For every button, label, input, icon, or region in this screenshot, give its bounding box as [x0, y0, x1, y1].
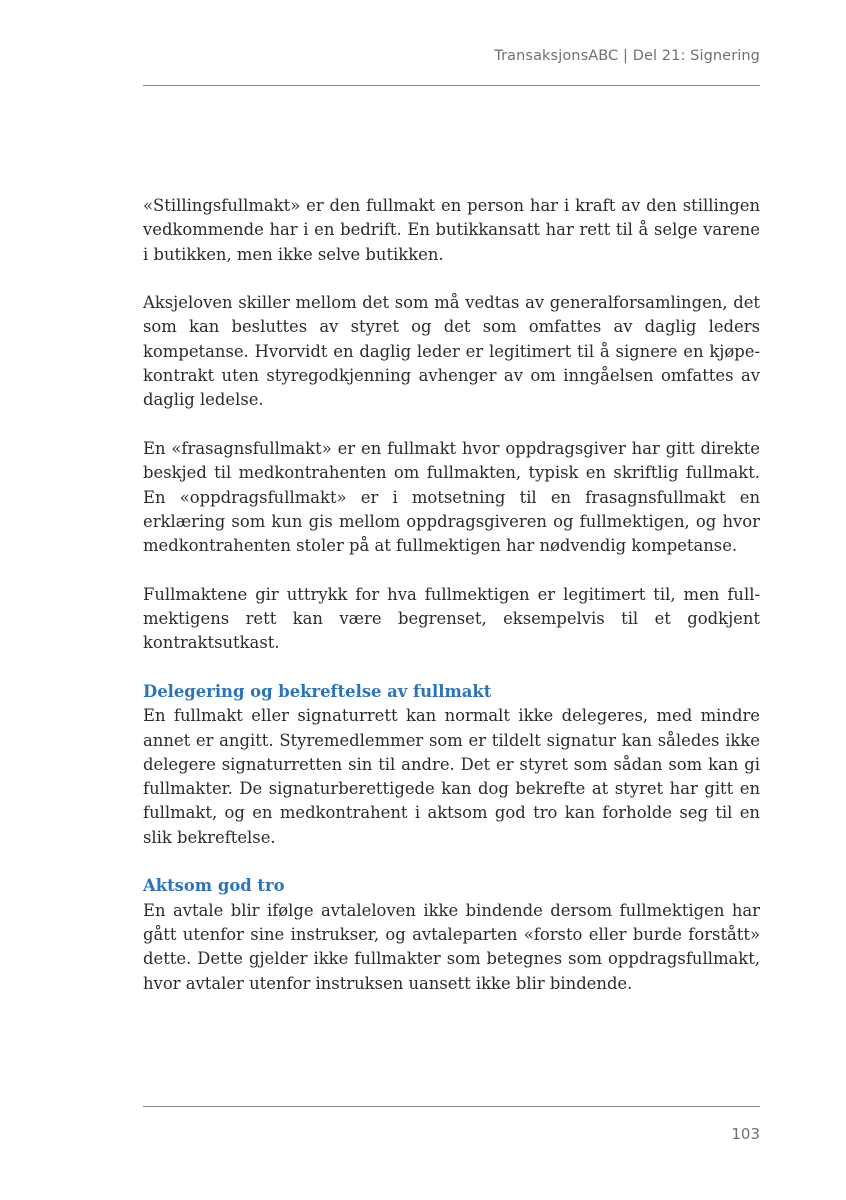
paragraph-stillingsfullmakt: «Stillingsfullmakt» er den fullmakt en person har i kraft av den stillingen vedkommende har i en bedrift. En butikkansatt har rett til å selge varene i butikken, men ikke selve butikken. [143, 196, 760, 264]
header-divider [143, 85, 760, 86]
body-text [143, 194, 760, 1020]
running-header: TransaksjonsABC | Del 21: Signering [494, 48, 760, 64]
paragraph-fullmaktene: Fullmaktene gir uttrykk for hva fullmektigen er legitimert til, men fullmektigens rett kan være begrenset, eksempelvis til et godkjent kontraktsutkast. [143, 584, 760, 653]
paragraph-aksjeloven: Aksjeloven skiller mellom det som må vedtas av generalforsamlingen, det som kan besluttes av styret og det som omfattes av daglig leders kompetanse. Hvorvidt en daglig leder er legitimert til å signere en kjøpekontrakt uten styregodkjenning avhenger av om inngåelsen omfattes av daglig ledelse. [143, 293, 760, 410]
section-heading-aktsom-god-tro: Aktsom god tro [143, 876, 285, 896]
section-text-delegering: En fullmakt eller signaturrett kan normalt ikke delegeres, med mindre annet er angitt. Styremedlemmer som er tildelt signatur kan således ikke delegere signaturretten sin til andre. Det er styret som sådan som kan gi fullmakter. De signaturberettigede kan dog bekrefte at styret har gitt en fullmakt, og en medkontrahent i aktsom god tro kan forholde seg til en slik bekreftelse. [143, 706, 760, 847]
footer-divider [143, 1106, 760, 1107]
paragraph-frasagnsfullmakt: En «frasagnsfullmakt» er en fullmakt hvor oppdragsgiver har gitt direkte beskjed til medkontrahenten om fullmakten, typisk en skriftlig fullmakt. En «oppdragsfullmakt» er i motsetning til en frasagnsfullmakt en erklæring som kun gis mellom oppdragsgiveren og fullmektigen, og hvor medkontrahenten stoler på at fullmektigen har nødvendig kompetanse. [143, 438, 760, 556]
section-text-aktsom-god-tro: En avtale blir ifølge avtaleloven ikke bindende dersom fullmektigen har gått utenfor sine instrukser, og avtaleparten «forsto eller burde forstått» dette. Dette gjelder ikke fullmakter som betegnes som oppdragsfullmakt, hvor avtaler utenfor instruksen uansett ikke blir bindende. [143, 900, 760, 993]
page-number: 103 [731, 1125, 760, 1143]
section-heading-delegering: Delegering og bekreftelse av fullmakt [143, 681, 492, 701]
